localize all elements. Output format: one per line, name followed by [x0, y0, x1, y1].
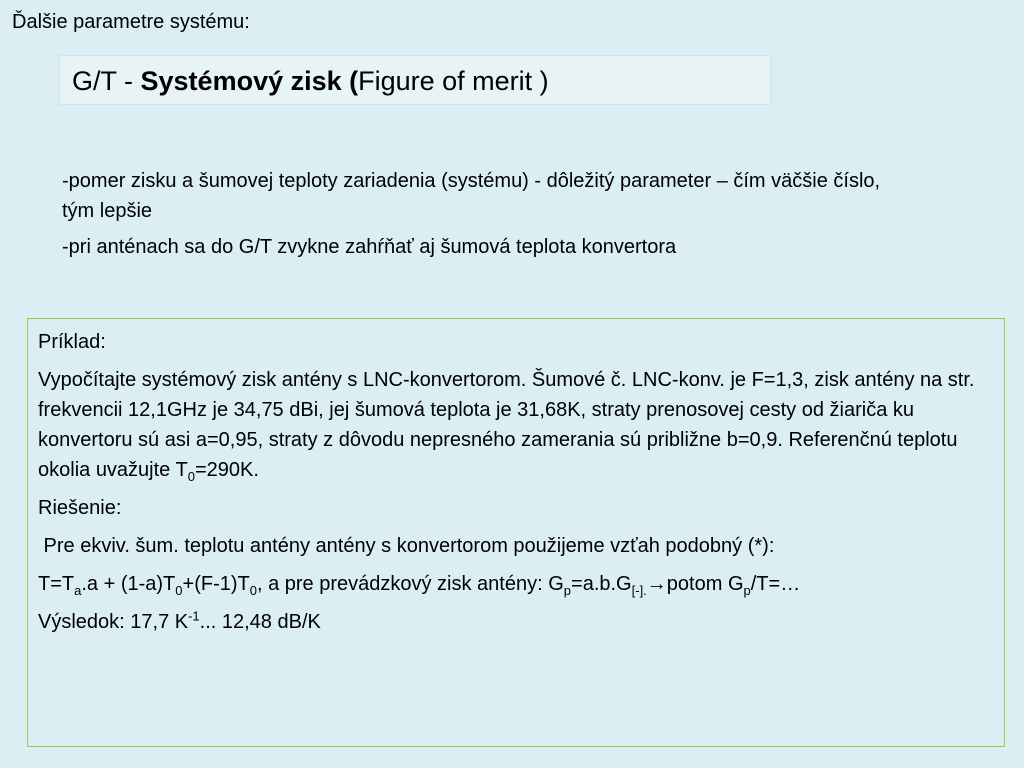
result-part: Výsledok: 17,7 K [38, 611, 189, 633]
problem-end: =290K. [194, 459, 259, 481]
example-box [27, 318, 1005, 747]
formula-subscript: p [563, 583, 572, 598]
example-problem [38, 365, 994, 485]
problem-subscript: 0 [187, 469, 195, 484]
formula-part: +(F-1)T [182, 573, 250, 595]
formula-part: T=T [38, 573, 75, 595]
slide-title [59, 55, 771, 105]
solution-result [38, 607, 994, 637]
formula-subscript: 0 [175, 583, 183, 598]
solution-method: Pre ekviv. šum. teplotu antény antény s konvertorom použijeme vzťah podobný (*): [38, 535, 775, 557]
bullet-item: -pri anténach sa do G/T zvykne zahŕňať aj šumová teplota konvertora [62, 236, 677, 258]
bullet-list [62, 166, 912, 268]
formula-subscript: a [74, 583, 82, 598]
formula-part: .a + (1-a)T [81, 573, 176, 595]
problem-text: Vypočítajte systémový zisk antény s LNC-konvertorom. Šumové č. LNC-konv. je F=1,3, zisk antény na str. frekvencii 12,1GHz je 34,75 dBi, jej šumová teplota je 31,68K, straty prenosovej cesty od žiariča ku konvertoru sú asi a=0,95, straty z dôvodu nepresného zamerania sú približne b=0,9. Referenčnú teplotu okolia uvažujte T [38, 369, 975, 481]
formula-subscript: [-]. [631, 583, 647, 598]
example-heading: Príklad: [38, 331, 106, 353]
arrow-right-icon: → [646, 573, 667, 595]
formula-part: =a.b.G [571, 573, 632, 595]
formula-part: , a pre prevádzkový zisk antény: G [256, 573, 564, 595]
title-bold: Systémový zisk ( [140, 66, 359, 96]
formula-part: /T=… [750, 573, 801, 595]
title-suffix: Figure of merit ) [358, 66, 549, 96]
slide-header: Ďalšie parametre systému: [12, 11, 250, 33]
result-superscript: -1 [188, 608, 200, 624]
formula-part: potom G [666, 573, 744, 595]
formula-subscript: p [743, 583, 751, 598]
solution-formula [38, 569, 994, 599]
title-prefix: G/T - [72, 66, 141, 96]
result-part: ... 12,48 dB/K [199, 611, 321, 633]
bullet-item: -pomer zisku a šumovej teploty zariadenia (systému) - dôležitý parameter – čím väčšie číslo, tým lepšie [62, 170, 881, 222]
formula-subscript: 0 [249, 583, 257, 598]
solution-heading: Riešenie: [38, 497, 122, 519]
